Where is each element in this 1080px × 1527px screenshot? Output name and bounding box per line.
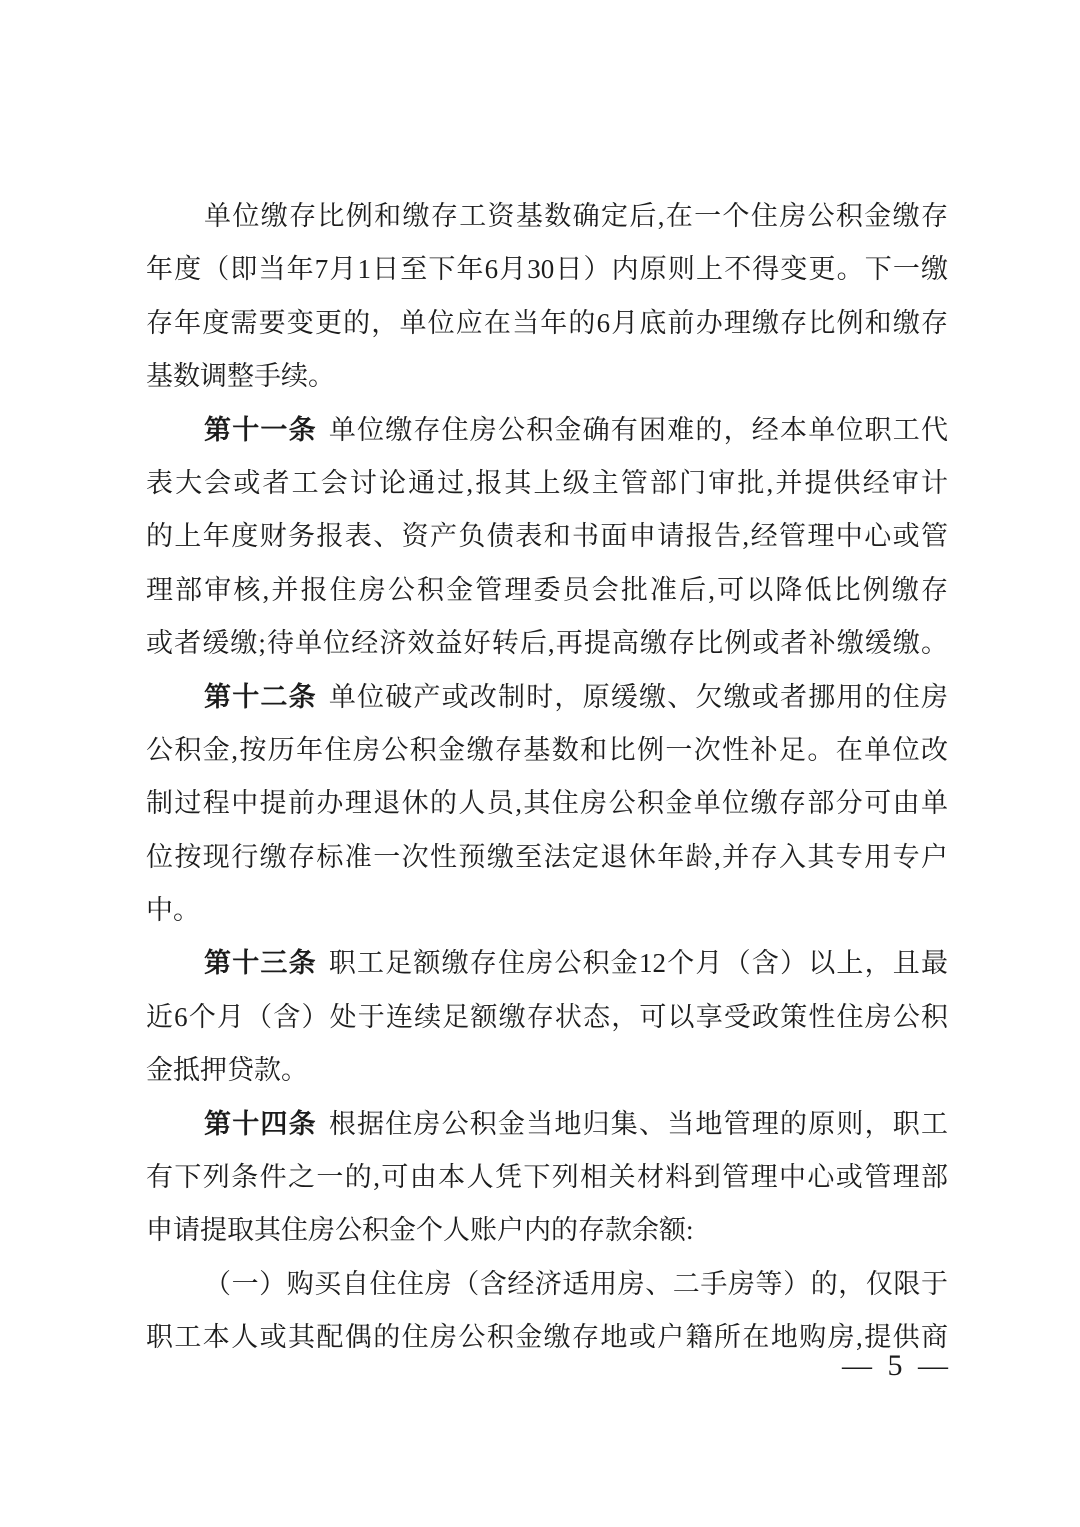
- text-line: 表大会或者工会讨论通过,报其上级主管部门审批,并提供经审计: [146, 467, 948, 498]
- paragraph-article-11: [146, 404, 948, 671]
- text-line: 单位缴存比例和缴存工资基数确定后,在一个住房公积金缴存: [204, 201, 948, 231]
- paragraph-item-1: [146, 1258, 948, 1365]
- text-line: 公积金,按历年住房公积金缴存基数和比例一次性补足。在单位改: [146, 734, 948, 765]
- text-line: 中。: [146, 895, 200, 926]
- line-text: 职工足额缴存住房公积金12个月（含）以上，且最: [328, 948, 949, 979]
- article-number: 第十三条: [204, 948, 317, 979]
- article-number: 第十四条: [204, 1108, 317, 1139]
- page-number: — 5 —: [842, 1349, 948, 1382]
- text-line: [146, 404, 948, 457]
- line-text: 根据住房公积金当地归集、当地管理的原则，职工: [328, 1108, 949, 1139]
- text-line: 近6个月（含）处于连续足额缴存状态，可以享受政策性住房公积: [146, 1001, 948, 1032]
- paragraph-article-12: [146, 671, 948, 938]
- page-footer: [842, 1348, 948, 1384]
- text-line: 位按现行缴存标准一次性预缴至法定退休年龄,并存入其专用专户: [146, 841, 948, 872]
- text-line: 理部审核,并报住房公积金管理委员会批准后,可以降低比例缴存: [146, 574, 948, 605]
- paragraph-article-13: [146, 937, 948, 1097]
- text-line: [146, 1098, 948, 1151]
- text-line: 或者缓缴;待单位经济效益好转后,再提高缴存比例或者补缴缓缴。: [146, 628, 948, 659]
- text-line: 存年度需要变更的，单位应在当年的6月底前办理缴存比例和缴存: [146, 307, 948, 338]
- paragraph: [146, 190, 948, 404]
- article-number: 第十二条: [204, 681, 317, 712]
- text-line: 金抵押贷款。: [146, 1055, 308, 1086]
- text-line: [146, 671, 948, 724]
- text-line: 制过程中提前办理退休的人员,其住房公积金单位缴存部分可由单: [146, 788, 948, 819]
- text-line: 基数调整手续。: [146, 361, 335, 392]
- text-line: 年度（即当年7月1日至下年6月30日）内原则上不得变更。下一缴: [146, 254, 948, 285]
- text-line: 有下列条件之一的,可由本人凭下列相关材料到管理中心或管理部: [146, 1162, 948, 1193]
- document-body: [146, 190, 948, 1365]
- line-text: 单位缴存住房公积金确有困难的，经本单位职工代: [328, 414, 949, 445]
- line-text: 单位破产或改制时，原缓缴、欠缴或者挪用的住房: [328, 681, 949, 712]
- text-line: 申请提取其住房公积金个人账户内的存款余额:: [146, 1215, 694, 1246]
- text-line: 的上年度财务报表、资产负债表和书面申请报告,经管理中心或管: [146, 521, 948, 552]
- text-line: （一）购买自住住房（含经济适用房、二手房等）的，仅限于: [204, 1268, 948, 1299]
- text-line: [146, 937, 948, 990]
- text-line: 职工本人或其配偶的住房公积金缴存地或户籍所在地购房,提供商: [146, 1322, 948, 1353]
- article-number: 第十一条: [204, 414, 317, 445]
- paragraph-article-14: [146, 1098, 948, 1258]
